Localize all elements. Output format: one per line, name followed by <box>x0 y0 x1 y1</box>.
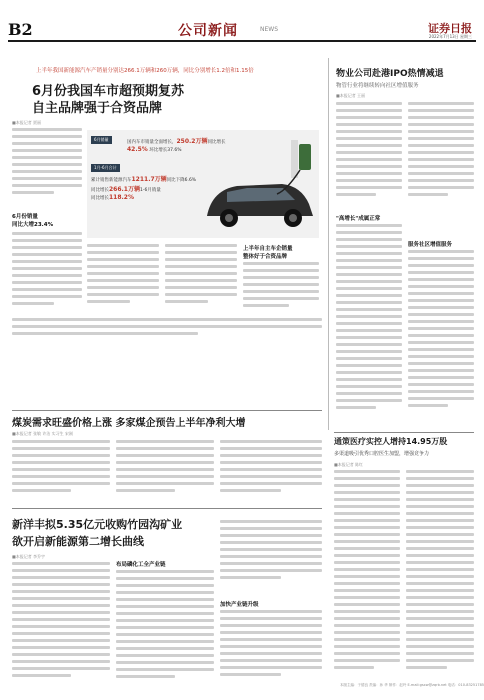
xinyang-col-2 <box>116 570 214 688</box>
xinyang-headline-2: 欲开启新能源第二增长曲线 <box>12 535 144 548</box>
medical-byline: ■本报记者 陈红 <box>334 462 364 467</box>
stat-line-4: 同比增长266.1万辆1-6月销量 <box>91 186 161 193</box>
xinyang-col-1 <box>12 562 110 688</box>
stat-line-2: 42.5% 环比增长37.6% <box>127 146 182 153</box>
medical-col-2 <box>406 470 474 678</box>
stat-line-3: 累计销售新能源汽车1211.7万辆同比下降6.6% <box>91 176 197 183</box>
lead-text-col-2 <box>12 232 82 316</box>
stat-line-1: 国内车市销量全面增长，250.2万辆同比增长 <box>127 138 226 145</box>
property-ipo-subhead: "高增长"成属正常 <box>336 216 381 222</box>
property-ipo-col-3 <box>336 224 402 424</box>
property-ipo-col-4 <box>408 250 474 424</box>
car-infographic <box>87 130 319 238</box>
property-ipo-subtitle: 物管行业将继续转向社区增值服务 <box>336 83 419 89</box>
lead-headline-2: 自主品牌强于合资品牌 <box>32 101 163 116</box>
lead-text-col-5 <box>243 262 319 316</box>
coal-col-2 <box>116 440 214 502</box>
lead-headline-1: 6月份我国车市超预期复苏 <box>32 84 185 99</box>
lead-text-col-3 <box>87 244 159 316</box>
xinyang-story-rule <box>12 508 322 509</box>
stat-tag-h1: 1月-6月合计 <box>91 164 120 172</box>
lead-kicker: 上半年我国新能源汽车产销量分别达266.1万辆和260万辆，同比分别增长1.2倍和1.15倍 <box>36 68 254 74</box>
property-ipo-subhead-2: 服务社区增值服务 <box>408 242 453 248</box>
medical-col-1 <box>334 470 400 678</box>
xinyang-byline: ■本报记者 李乔宇 <box>12 554 46 559</box>
lead-subhead-1: 6月份销量 <box>12 214 38 220</box>
column-divider <box>328 58 329 430</box>
property-ipo-col-2 <box>408 102 474 208</box>
xinyang-headline-1: 新洋丰拟5.35亿元收购竹园沟矿业 <box>12 518 183 531</box>
xinyang-col-3 <box>220 520 322 592</box>
medical-subtitle: 多渠道吸引优秀口腔医生加盟，增强竞争力 <box>334 451 430 457</box>
coal-byline: ■本报记者 张敏 许洁 实习生 宋刚 <box>12 431 73 436</box>
lead-subhead-3: 上半年自主车企销量 <box>243 246 293 252</box>
masthead <box>8 20 476 42</box>
medical-story-rule <box>334 432 474 433</box>
property-ipo-byline: ■本报记者 王丽 <box>336 93 366 98</box>
coal-headline: 煤炭需求旺盛价格上涨 多家煤企预告上半年净利大增 <box>12 418 246 429</box>
paper-logo: 证券日报 <box>428 22 472 35</box>
xinyang-subhead-2: 加快产业链升级 <box>220 602 259 608</box>
medical-headline: 通策医疗实控人增持14.95万股 <box>334 437 448 446</box>
page-code: B2 <box>8 20 33 39</box>
coal-col-1 <box>12 440 110 502</box>
publish-date: 2022年7月13日 星期三 <box>428 34 472 39</box>
section-title: 公司新闻 <box>178 23 238 39</box>
xinyang-subhead: 布局磷化工全产业链 <box>116 562 166 568</box>
lead-text-col-4 <box>165 244 237 316</box>
stat-line-5: 同比增长118.2% <box>91 194 134 201</box>
footer-credit: 本版主编：于德良 责编：孙 华 制作：赵玲 E-mail:gsxw@zqrb.net 电话：010-83251785 <box>340 683 484 687</box>
lead-text-col-1 <box>12 128 82 206</box>
coal-story-rule <box>12 410 322 411</box>
lead-subhead-4: 整体好于合资品牌 <box>243 254 288 260</box>
xinyang-col-4 <box>220 610 322 688</box>
lead-continuation <box>12 318 322 340</box>
property-ipo-headline: 物业公司赴港IPO热情减退 <box>336 69 444 79</box>
coal-col-3 <box>220 440 322 502</box>
lead-story <box>12 66 322 316</box>
stat-tag-june: 6月销量 <box>91 136 112 144</box>
lead-byline: ■本报记者 贾丽 <box>12 120 42 125</box>
section-en: NEWS <box>260 26 279 33</box>
lead-subhead-2: 同比大增23.4% <box>12 222 54 228</box>
property-ipo-col-1 <box>336 102 402 208</box>
